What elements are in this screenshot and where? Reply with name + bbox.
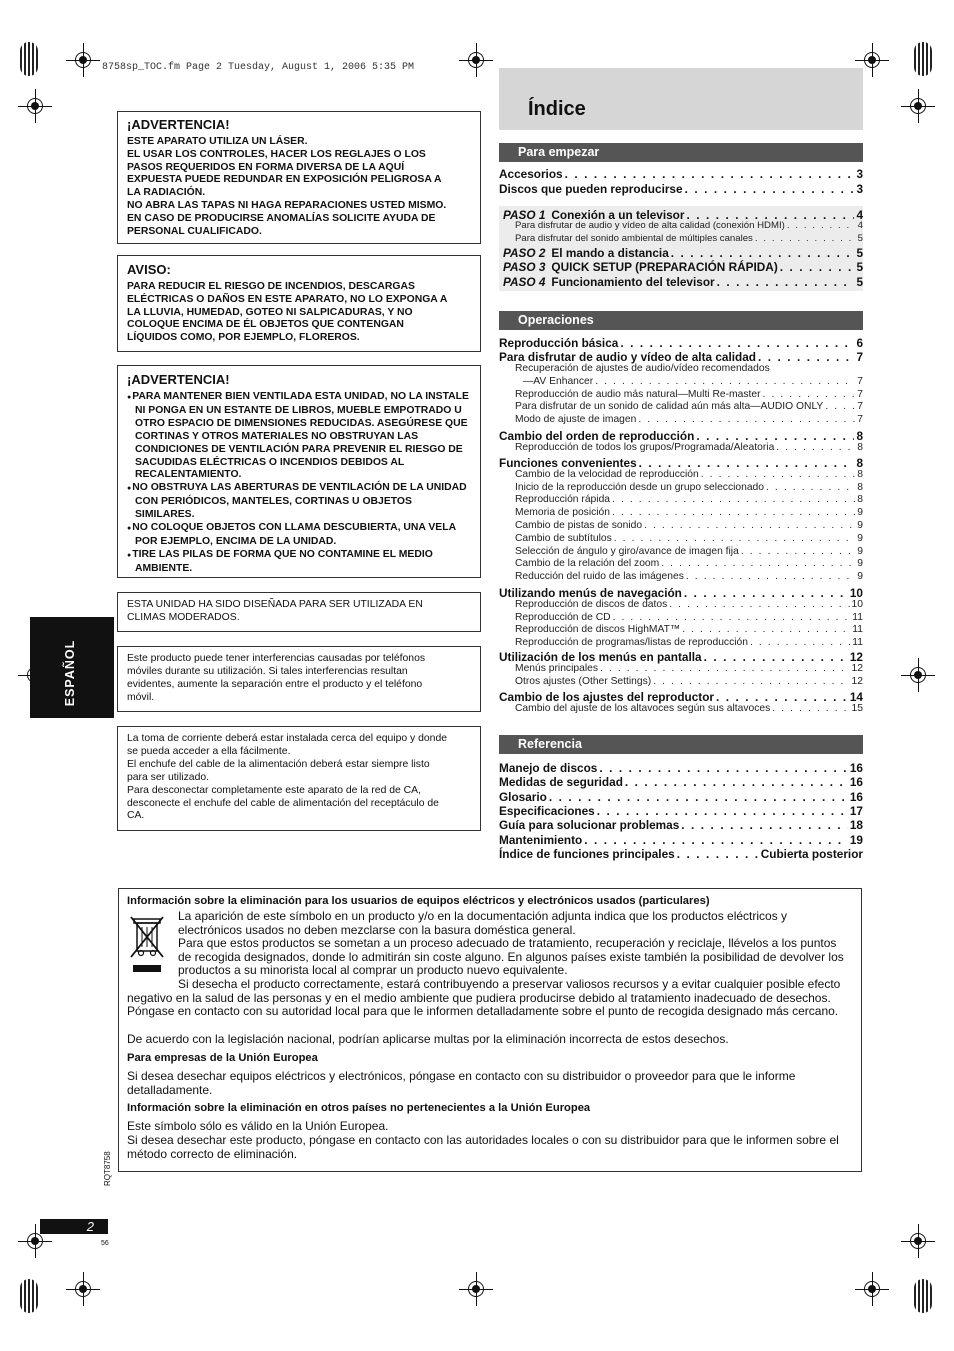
toc-leader (776, 442, 855, 453)
registration-mark (24, 95, 46, 117)
toc-leader (614, 533, 856, 544)
toc-leader (613, 612, 851, 623)
disposal-paragraph: Si desea desechar equipos eléctricos y electrónicos, póngase en contacto con su distribuidor o proveedor para que le informe detalladamente. (127, 1069, 796, 1097)
toc-page: 19 (849, 833, 863, 847)
toc-leader (600, 663, 850, 674)
warning-title: ¡ADVERTENCIA! (127, 372, 230, 387)
toc-label: Conexión a un televisor (551, 208, 685, 222)
toc-label: Para disfrutar de audio y vídeo de alta calidad (499, 350, 756, 364)
toc-label: Para disfrutar del sonido ambiental de múltiples canales (515, 233, 753, 244)
toc-page: 12 (851, 676, 863, 687)
disposal-subheading-eu: Para empresas de la Unión Europea (127, 1052, 318, 1064)
toc-leader (763, 389, 856, 400)
toc-leader (701, 469, 856, 480)
language-side-tab (30, 617, 114, 718)
warning-item: ● NO COLOQUE OBJETOS CON LLAMA DESCUBIERTA, UNA VELA POR EJEMPLO, ENCIMA DE LA UNIDAD. (127, 522, 471, 549)
index-header (499, 68, 863, 130)
toc-leader (716, 690, 848, 704)
toc-label: Menús principales (515, 663, 598, 674)
toc-leader (595, 376, 855, 387)
toc-page: 11 (852, 612, 863, 623)
toc-leader (599, 761, 848, 775)
toc-label: Reproducción de todos los grupos/Programada/Aleatoria (515, 442, 775, 453)
toc-page: 9 (857, 546, 863, 557)
note-line: desconecte el enchufe del cable de alimentación del receptáculo de (127, 797, 439, 809)
toc-entry[interactable] (499, 804, 863, 819)
toc-page: 8 (857, 482, 863, 493)
toc-label: Medidas de seguridad (499, 775, 623, 789)
toc-leader (669, 599, 849, 610)
toc-entry[interactable] (499, 275, 863, 290)
note-line: móviles durante su utilización. Si tales interferencias resultan (127, 665, 408, 677)
section-header-referencia: Referencia (499, 735, 863, 754)
toc-subentry[interactable] (499, 571, 863, 584)
toc-label: Utilización de los menús en pantalla (499, 650, 702, 664)
toc-leader (758, 350, 854, 364)
toc-subentry[interactable] (499, 363, 863, 376)
toc-page: 8 (856, 429, 863, 443)
phone-interference-note-box (117, 646, 481, 712)
toc-page: 14 (849, 690, 863, 704)
toc-page: 5 (856, 275, 863, 289)
toc-page: 8 (856, 456, 863, 470)
toc-leader (644, 520, 855, 531)
toc-page: 7 (857, 376, 863, 387)
toc-entry[interactable] (499, 790, 863, 805)
toc-label: Índice de funciones principales (499, 847, 675, 861)
note-line: La toma de corriente deberá estar instalada cerca del equipo y donde (127, 733, 448, 744)
corner-mark-bl (20, 1279, 38, 1313)
toc-page: 5 (856, 246, 863, 260)
note-line: Para desconectar completamente este aparato de la red de CA, (127, 784, 421, 796)
toc-page: 15 (851, 703, 863, 714)
toc-subentry[interactable] (499, 599, 863, 612)
toc-page: 5 (857, 233, 863, 244)
toc-subentry[interactable] (499, 494, 863, 507)
toc-label: Accesorios (499, 167, 563, 181)
toc-page: 3 (856, 167, 863, 181)
toc-label: Reproducción de audio más natural—Multi Re-master (515, 389, 761, 400)
toc-leader (755, 233, 856, 244)
toc-label: QUICK SETUP (PREPARACIÓN RÁPIDA) (551, 260, 778, 274)
disposal-paragraph: De acuerdo con la legislación nacional, podrían aplicarse multas por la eliminación incorrecta de estos desechos. (127, 1032, 729, 1046)
climate-note-box (117, 592, 481, 632)
toc-label: Selección de ángulo y giro/avance de imagen fija (515, 546, 739, 557)
toc-label: Reproducción de programas/listas de reproducción (515, 637, 748, 648)
toc-leader (638, 414, 855, 425)
registration-mark (861, 49, 883, 71)
registration-mark (907, 95, 929, 117)
toc-leader (685, 182, 855, 196)
disposal-heading: Información sobre la eliminación para los usuarios de equipos eléctricos y electrónicos usados (particulares) (127, 895, 710, 907)
toc-entry[interactable] (499, 182, 863, 197)
toc-label: Mantenimiento (499, 833, 583, 847)
toc-leader (612, 507, 855, 518)
toc-leader (704, 650, 848, 664)
paso-tag: PASO 4 (503, 275, 546, 289)
toc-leader (825, 401, 855, 412)
note-line: móvil. (127, 691, 155, 703)
warning-list (127, 391, 471, 576)
toc-label: Recuperación de ajustes de audio/vídeo recomendados (515, 363, 770, 374)
toc-label: Para disfrutar de un sonido de calidad aún más alta—AUDIO ONLY (515, 401, 824, 412)
warning-item: ● NO OBSTRUYA LAS ABERTURAS DE VENTILACIÓN DE LA UNIDAD CON PERIÓDICOS, MANTELES, CORTINAS U OBJETOS SIMILARES. (127, 482, 471, 522)
toc-label: Cambio de la relación del zoom (515, 558, 660, 569)
toc-page: 11 (852, 624, 863, 635)
toc-page: 8 (857, 442, 863, 453)
model-code: RQT8758 (103, 1151, 112, 1186)
note-line: ESTA UNIDAD HA SIDO DISEÑADA PARA SER UTILIZADA EN (127, 599, 423, 610)
toc-leader (639, 456, 855, 470)
toc-subentry[interactable] (499, 637, 863, 650)
toc-page: 18 (849, 818, 863, 832)
note-line: para ser utilizado. (127, 771, 210, 783)
toc-page: 16 (849, 761, 863, 775)
disposal-paragraph: Si desea desechar este producto, póngase en contacto con las autoridades locales o con su distribuidor para que le informen sobre el método correcto de eliminación. (127, 1133, 839, 1161)
toc-leader (684, 586, 848, 600)
warning-line: NO ABRA LAS TAPAS NI HAGA REPARACIONES USTED MISMO. (127, 199, 447, 211)
toc-page: 10 (851, 599, 863, 610)
toc-page: 7 (857, 401, 863, 412)
toc-label: Inicio de la reproducción desde un grupo seleccionado (515, 482, 765, 493)
toc-subentry[interactable] (499, 469, 863, 482)
toc-entry[interactable] (499, 260, 863, 275)
toc-subentry[interactable] (499, 624, 863, 637)
registration-mark (72, 49, 94, 71)
warning-line: LA LLUVIA, HUMEDAD, GOTEO NI SALPICADURAS, Y NO (127, 306, 413, 318)
disposal-paragraph: Este símbolo sólo es válido en la Unión Europea. (127, 1119, 389, 1133)
toc-leader (750, 637, 850, 648)
toc-label: Reproducción básica (499, 336, 619, 350)
page-title: Índice (528, 98, 586, 120)
note-line: CLIMAS MODERADOS. (127, 611, 240, 623)
toc-page: 9 (857, 558, 863, 569)
toc-label: Cambio de la velocidad de reproducción (515, 469, 699, 480)
toc-page: 9 (857, 520, 863, 531)
toc-entry[interactable] (499, 167, 863, 182)
ventilation-warning-box (117, 365, 481, 578)
toc-page: 8 (857, 469, 863, 480)
warning-line: EL USAR LOS CONTROLES, HACER LOS REGLAJES O LOS (127, 148, 426, 160)
warning-line: COLOQUE ENCIMA DE ÉL OBJETOS QUE CONTENGAN (127, 319, 404, 331)
warning-item: ● TIRE LAS PILAS DE FORMA QUE NO CONTAMINE EL MEDIO AMBIENTE. (127, 549, 471, 576)
toc-leader (741, 546, 855, 557)
paso-tag: PASO 3 (503, 260, 546, 274)
language-label: ESPAÑOL (63, 639, 77, 707)
section-header-operaciones: Operaciones (499, 311, 863, 330)
warning-line: EXPUESTA PUEDE REDUNDAR EN EXPOSICIÓN PELIGROSA A (127, 174, 442, 186)
toc-leader (597, 804, 848, 818)
warning-line: PASOS REQUERIDOS EN FORMA DIVERSA DE LA AQUÍ (127, 161, 405, 173)
warning-line: EN CASO DE PRODUCIRSE ANOMALÍAS SOLICITE AYUDA DE (127, 212, 436, 224)
warning-title: AVISO: (127, 262, 171, 277)
registration-mark (465, 49, 487, 71)
toc-leader (766, 482, 855, 493)
toc-leader (671, 246, 855, 260)
toc-label: Funciones convenientes (499, 456, 637, 470)
paso-tag: PASO 1 (503, 208, 546, 222)
toc-page: 4 (856, 208, 863, 222)
toc-entry[interactable] (499, 246, 863, 261)
toc-page: 17 (849, 804, 863, 818)
toc-page: 10 (849, 586, 863, 600)
note-line: El enchufe del cable de la alimentación deberá estar siempre listo (127, 758, 430, 770)
laser-warning-box (117, 111, 481, 244)
toc-label: Memoria de posición (515, 507, 611, 518)
toc-page: 7 (857, 414, 863, 425)
warning-line: PARA REDUCIR EL RIESGO DE INCENDIOS, DESCARGAS (127, 281, 415, 292)
toc-subentry[interactable] (499, 676, 863, 689)
registration-mark (907, 664, 929, 686)
warning-line: PERSONAL CUALIFICADO. (127, 225, 262, 237)
toc-leader (584, 833, 848, 847)
toc-entry[interactable] (499, 775, 863, 790)
toc-leader (612, 494, 855, 505)
file-header: 8758sp_TOC.fm Page 2 Tuesday, August 1, 2006 5:35 PM (102, 62, 415, 73)
toc-label: Glosario (499, 790, 547, 804)
toc-label: Cambio de los ajustes del reproductor (499, 690, 715, 704)
toc-label: —AV Enhancer (523, 376, 594, 387)
note-line: Este producto puede tener interferencias causadas por teléfonos (127, 653, 426, 664)
toc-leader (717, 275, 855, 289)
power-outlet-note-box (117, 726, 481, 831)
toc-page: 7 (856, 350, 863, 364)
fire-warning-box (117, 255, 481, 352)
toc-label: Cambio de subtítulos (515, 533, 612, 544)
toc-page: 12 (851, 663, 863, 674)
warning-line: ELÉCTRICAS O DAÑOS EN ESTE APARATO, NO LO EXPONGA A (127, 293, 448, 305)
corner-mark-br (914, 1279, 932, 1313)
disposal-paragraph: Para que estos productos se sometan a un proceso adecuado de tratamiento, recuperación y reciclaje, llévelos a los puntos de recogida designados, donde lo admitirán sin coste alguno. En algunos países existe también la posibilidad de devolver los productos a su minorista local al comprar un producto nuevo equivalente. (178, 936, 844, 977)
toc-page: 7 (857, 389, 863, 400)
toc-label: Manejo de discos (499, 761, 598, 775)
toc-label: Reproducción de discos HighMAT™ (515, 624, 681, 635)
toc-label: Cambio del orden de reproducción (499, 429, 695, 443)
toc-page: 3 (856, 182, 863, 196)
toc-page: 5 (856, 260, 863, 274)
note-line: CA. (127, 810, 145, 822)
toc-label: Especificaciones (499, 804, 595, 818)
toc-page: 8 (857, 494, 863, 505)
toc-page: Cubierta posterior (760, 847, 863, 861)
toc-leader (677, 847, 759, 861)
toc-page: 9 (857, 507, 863, 518)
toc-entry[interactable] (499, 818, 863, 833)
toc-leader (661, 558, 855, 569)
warning-line: ESTE APARATO UTILIZA UN LÁSER. (127, 136, 308, 147)
registration-mark (861, 1278, 883, 1300)
toc-page: 16 (849, 775, 863, 789)
toc-subentry[interactable] (499, 558, 863, 571)
toc-subentry[interactable] (499, 663, 863, 676)
corner-mark-tl (20, 42, 38, 76)
note-line: se pueda acceder a ella fácilmente. (127, 745, 291, 757)
page-number: 2 (86, 1219, 94, 1234)
warning-line: LA RADIACIÓN. (127, 187, 206, 199)
toc-label: Reproducción de discos de datos (515, 599, 668, 610)
page-number-bar (40, 1219, 108, 1234)
toc-page: 12 (849, 650, 863, 664)
disposal-paragraph: Si desecha el producto correctamente, estará contribuyendo a preservar valiosos recursos y a evitar cualquier posible efecto negativo en la salud de las personas y en el medio ambiente que pudiera producirse debido al tratamiento inadecuado de desechos. Póngase en contacto con su autoridad local para que le informen detalladamente sobre el punto de recogida designado más cercano. (127, 977, 841, 1018)
toc-entry[interactable] (499, 847, 863, 862)
toc-page: 9 (857, 533, 863, 544)
toc-subentry[interactable] (499, 220, 863, 233)
toc-label: Modo de ajuste de imagen (515, 414, 637, 425)
toc-label: Reproducción rápida (515, 494, 611, 505)
disposal-subheading-non-eu: Información sobre la eliminación en otros países no pertenecientes a la Unión Europea (127, 1102, 591, 1114)
registration-mark (465, 1278, 487, 1300)
toc-label: Discos que pueden reproducirse (499, 182, 683, 196)
toc-leader (625, 775, 848, 789)
note-line: evidentes, aumente la separación entre el producto y el teléfono (127, 678, 423, 690)
toc-leader (681, 818, 848, 832)
toc-leader (620, 336, 854, 350)
toc-page: 16 (849, 790, 863, 804)
toc-label: Reducción del ruido de las imágenes (515, 571, 684, 582)
toc-leader (549, 790, 848, 804)
toc-label: El mando a distancia (551, 246, 669, 260)
toc-label: Guía para solucionar problemas (499, 818, 680, 832)
toc-label: Utilizando menús de navegación (499, 586, 682, 600)
toc-page: 9 (857, 571, 863, 582)
corner-mark-tr (914, 42, 932, 76)
toc-label: Reproducción de CD (515, 612, 611, 623)
toc-page: 11 (852, 637, 863, 648)
toc-label: Cambio del ajuste de los altavoces según sus altavoces (515, 703, 771, 714)
toc-subentry[interactable] (499, 520, 863, 533)
toc-page: 4 (857, 220, 863, 231)
toc-entry[interactable] (499, 833, 863, 848)
small-print-number: 56 (101, 1240, 109, 1247)
toc-leader (780, 260, 855, 274)
toc-label: Para disfrutar de audio y vídeo de alta calidad (conexión HDMI) (515, 220, 785, 231)
toc-leader (653, 676, 849, 687)
paso-tag: PASO 2 (503, 246, 546, 260)
section-header-para-empezar: Para empezar (499, 143, 863, 162)
toc-leader (696, 429, 854, 443)
registration-mark (907, 1230, 929, 1252)
toc-leader (686, 571, 855, 582)
toc-subentry[interactable] (499, 703, 863, 716)
toc-subentry[interactable] (499, 414, 863, 427)
registration-mark (72, 1278, 94, 1300)
toc-leader (772, 703, 849, 714)
disposal-paragraph: La aparición de este símbolo en un producto y/o en la documentación adjunta indica que los productos eléctricos y electrónicos usados no deben mezclarse con la basura doméstica general. (178, 909, 788, 937)
toc-label: Funcionamiento del televisor (551, 275, 715, 289)
toc-label: Cambio de pistas de sonido (515, 520, 643, 531)
warning-line: LÍQUIDOS COMO, POR EJEMPLO, FLOREROS. (127, 332, 360, 344)
toc-leader (565, 167, 855, 181)
toc-page: 6 (856, 336, 863, 350)
warning-title: ¡ADVERTENCIA! (127, 117, 230, 132)
toc-entry[interactable] (499, 761, 863, 776)
toc-subentry[interactable] (499, 533, 863, 546)
toc-subentry[interactable] (499, 376, 863, 389)
warning-item: ● PARA MANTENER BIEN VENTILADA ESTA UNIDAD, NO LA INSTALE NI PONGA EN UN ESTANTE DE LIBROS, MUEBLE EMPOTRADO U OTRO ESPACIO DE DIMENSIONES REDUCIDAS. ASEGÚRESE QUE CORTINAS Y OTROS MATERIALES NO OBSTRUYAN LAS CONDICIONES DE VENTILACIÓN PARA PREVENIR EL RIESGO DE SACUDIDAS ELÉCTRICAS O INCENDIOS DEBIDOS AL RECALENTAMIENTO. (127, 391, 471, 482)
disposal-info-box (118, 888, 862, 1172)
toc-subentry[interactable] (499, 401, 863, 414)
toc-subentry[interactable] (499, 233, 863, 246)
toc-label: Otros ajustes (Other Settings) (515, 676, 652, 687)
toc-leader (682, 624, 850, 635)
toc-subentry[interactable] (499, 442, 863, 455)
toc-subentry[interactable] (499, 507, 863, 520)
crossed-bin-icon (125, 913, 169, 975)
toc-leader (787, 220, 856, 231)
toc-entry[interactable] (499, 336, 863, 351)
